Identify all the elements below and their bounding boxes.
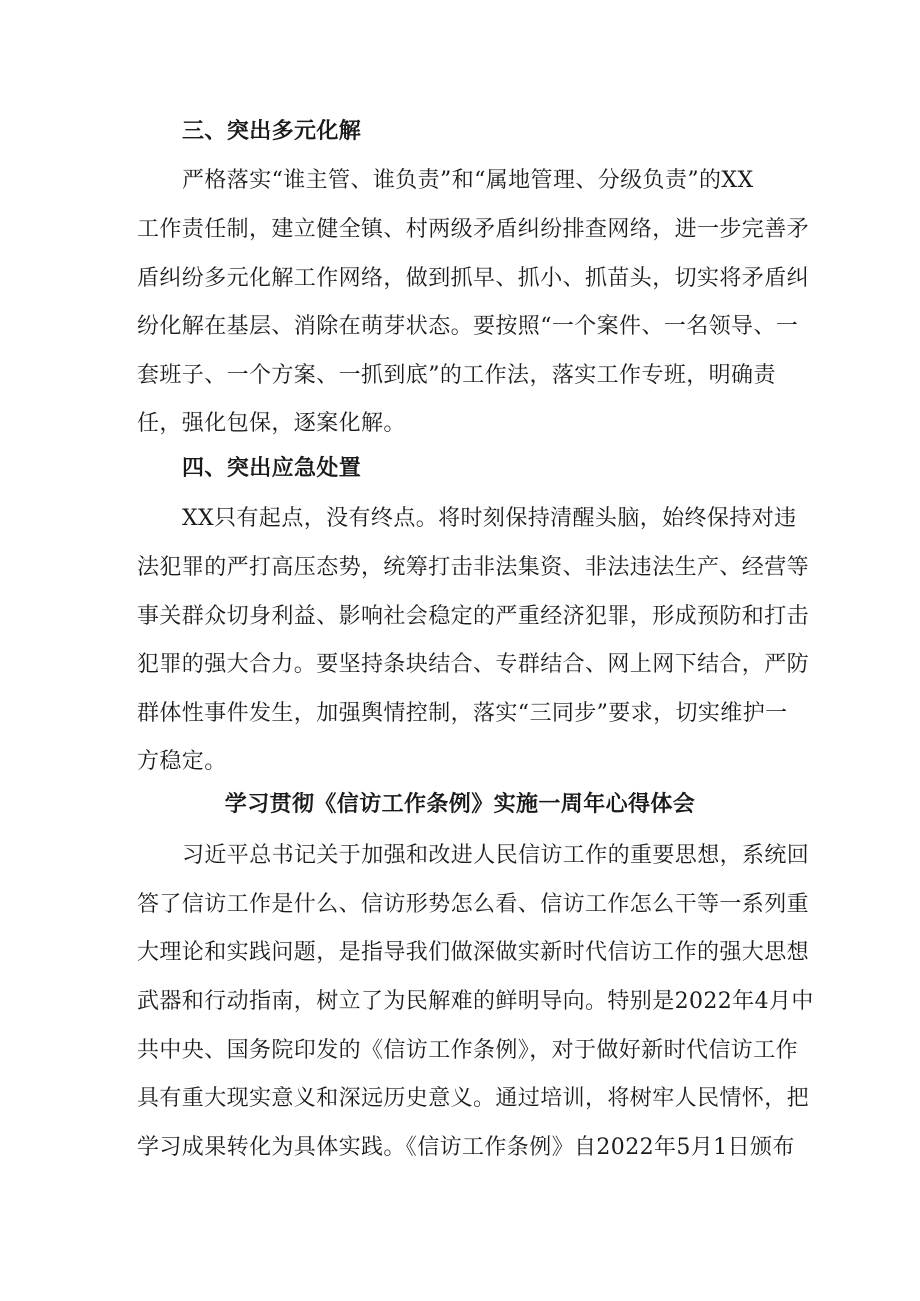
paragraph-line: 群体性事件发生，加强舆情控制，落实“三同步”要求，切实维护一 (137, 701, 788, 726)
paragraph-line: 套班子、一个方案、一抓到底”的工作法，落实工作专班，明确责 (137, 363, 776, 388)
paragraph-line: 学习成果转化为具体实践。《信访工作条例》自2022年5月1日颁布 (137, 1135, 795, 1160)
paragraph-line: 纷化解在基层、消除在萌芽状态。要按照“一个案件、一名领导、一 (137, 314, 799, 339)
paragraph-line: 盾纠纷多元化解工作网络，做到抓早、抓小、抓苗头，切实将矛盾纠 (137, 266, 810, 291)
paragraph-line: 事关群众切身利益、影响社会稳定的严重经济犯罪，形成预防和打击 (137, 604, 810, 629)
section-heading: 三、突出多元化解 (182, 119, 362, 144)
paragraph-line: 犯罪的强大合力。要坚持条块结合、专群结合、网上网下结合，严防 (137, 652, 810, 677)
article-title: 学习贯彻《信访工作条例》实施一周年心得体会 (224, 792, 696, 817)
paragraph-line: 法犯罪的严打高压态势，统筹打击非法集资、非法违法生产、经营等 (137, 555, 810, 580)
paragraph-line: 工作责任制，建立健全镇、村两级矛盾纠纷排查网络，进一步完善矛 (137, 217, 810, 242)
paragraph-line: 武器和行动指南，树立了为民解难的鲜明导向。特别是2022年4月中 (137, 989, 814, 1014)
paragraph-line: 习近平总书记关于加强和改进人民信访工作的重要思想，系统回 (182, 843, 810, 868)
paragraph-line: 任，强化包保，逐案化解。 (137, 411, 406, 436)
paragraph-line: XX只有起点，没有终点。将时刻保持清醒头脑，始终保持对违 (182, 506, 797, 531)
paragraph-line: 具有重大现实意义和深远历史意义。通过培训，将树牢人民情怀，把 (137, 1086, 810, 1111)
section-heading: 四、突出应急处置 (182, 456, 362, 481)
paragraph-line: 共中央、国务院印发的《信访工作条例》，对于做好新时代信访工作 (137, 1038, 799, 1063)
paragraph-line: 严格落实“谁主管、谁负责”和“属地管理、分级负责”的XX (182, 168, 754, 193)
paragraph-line: 方稳定。 (137, 749, 227, 774)
paragraph-line: 大理论和实践问题，是指导我们做深做实新时代信访工作的强大思想 (137, 940, 810, 965)
paragraph-line: 答了信访工作是什么、信访形势怎么看、信访工作怎么干等一系列重 (137, 892, 810, 917)
